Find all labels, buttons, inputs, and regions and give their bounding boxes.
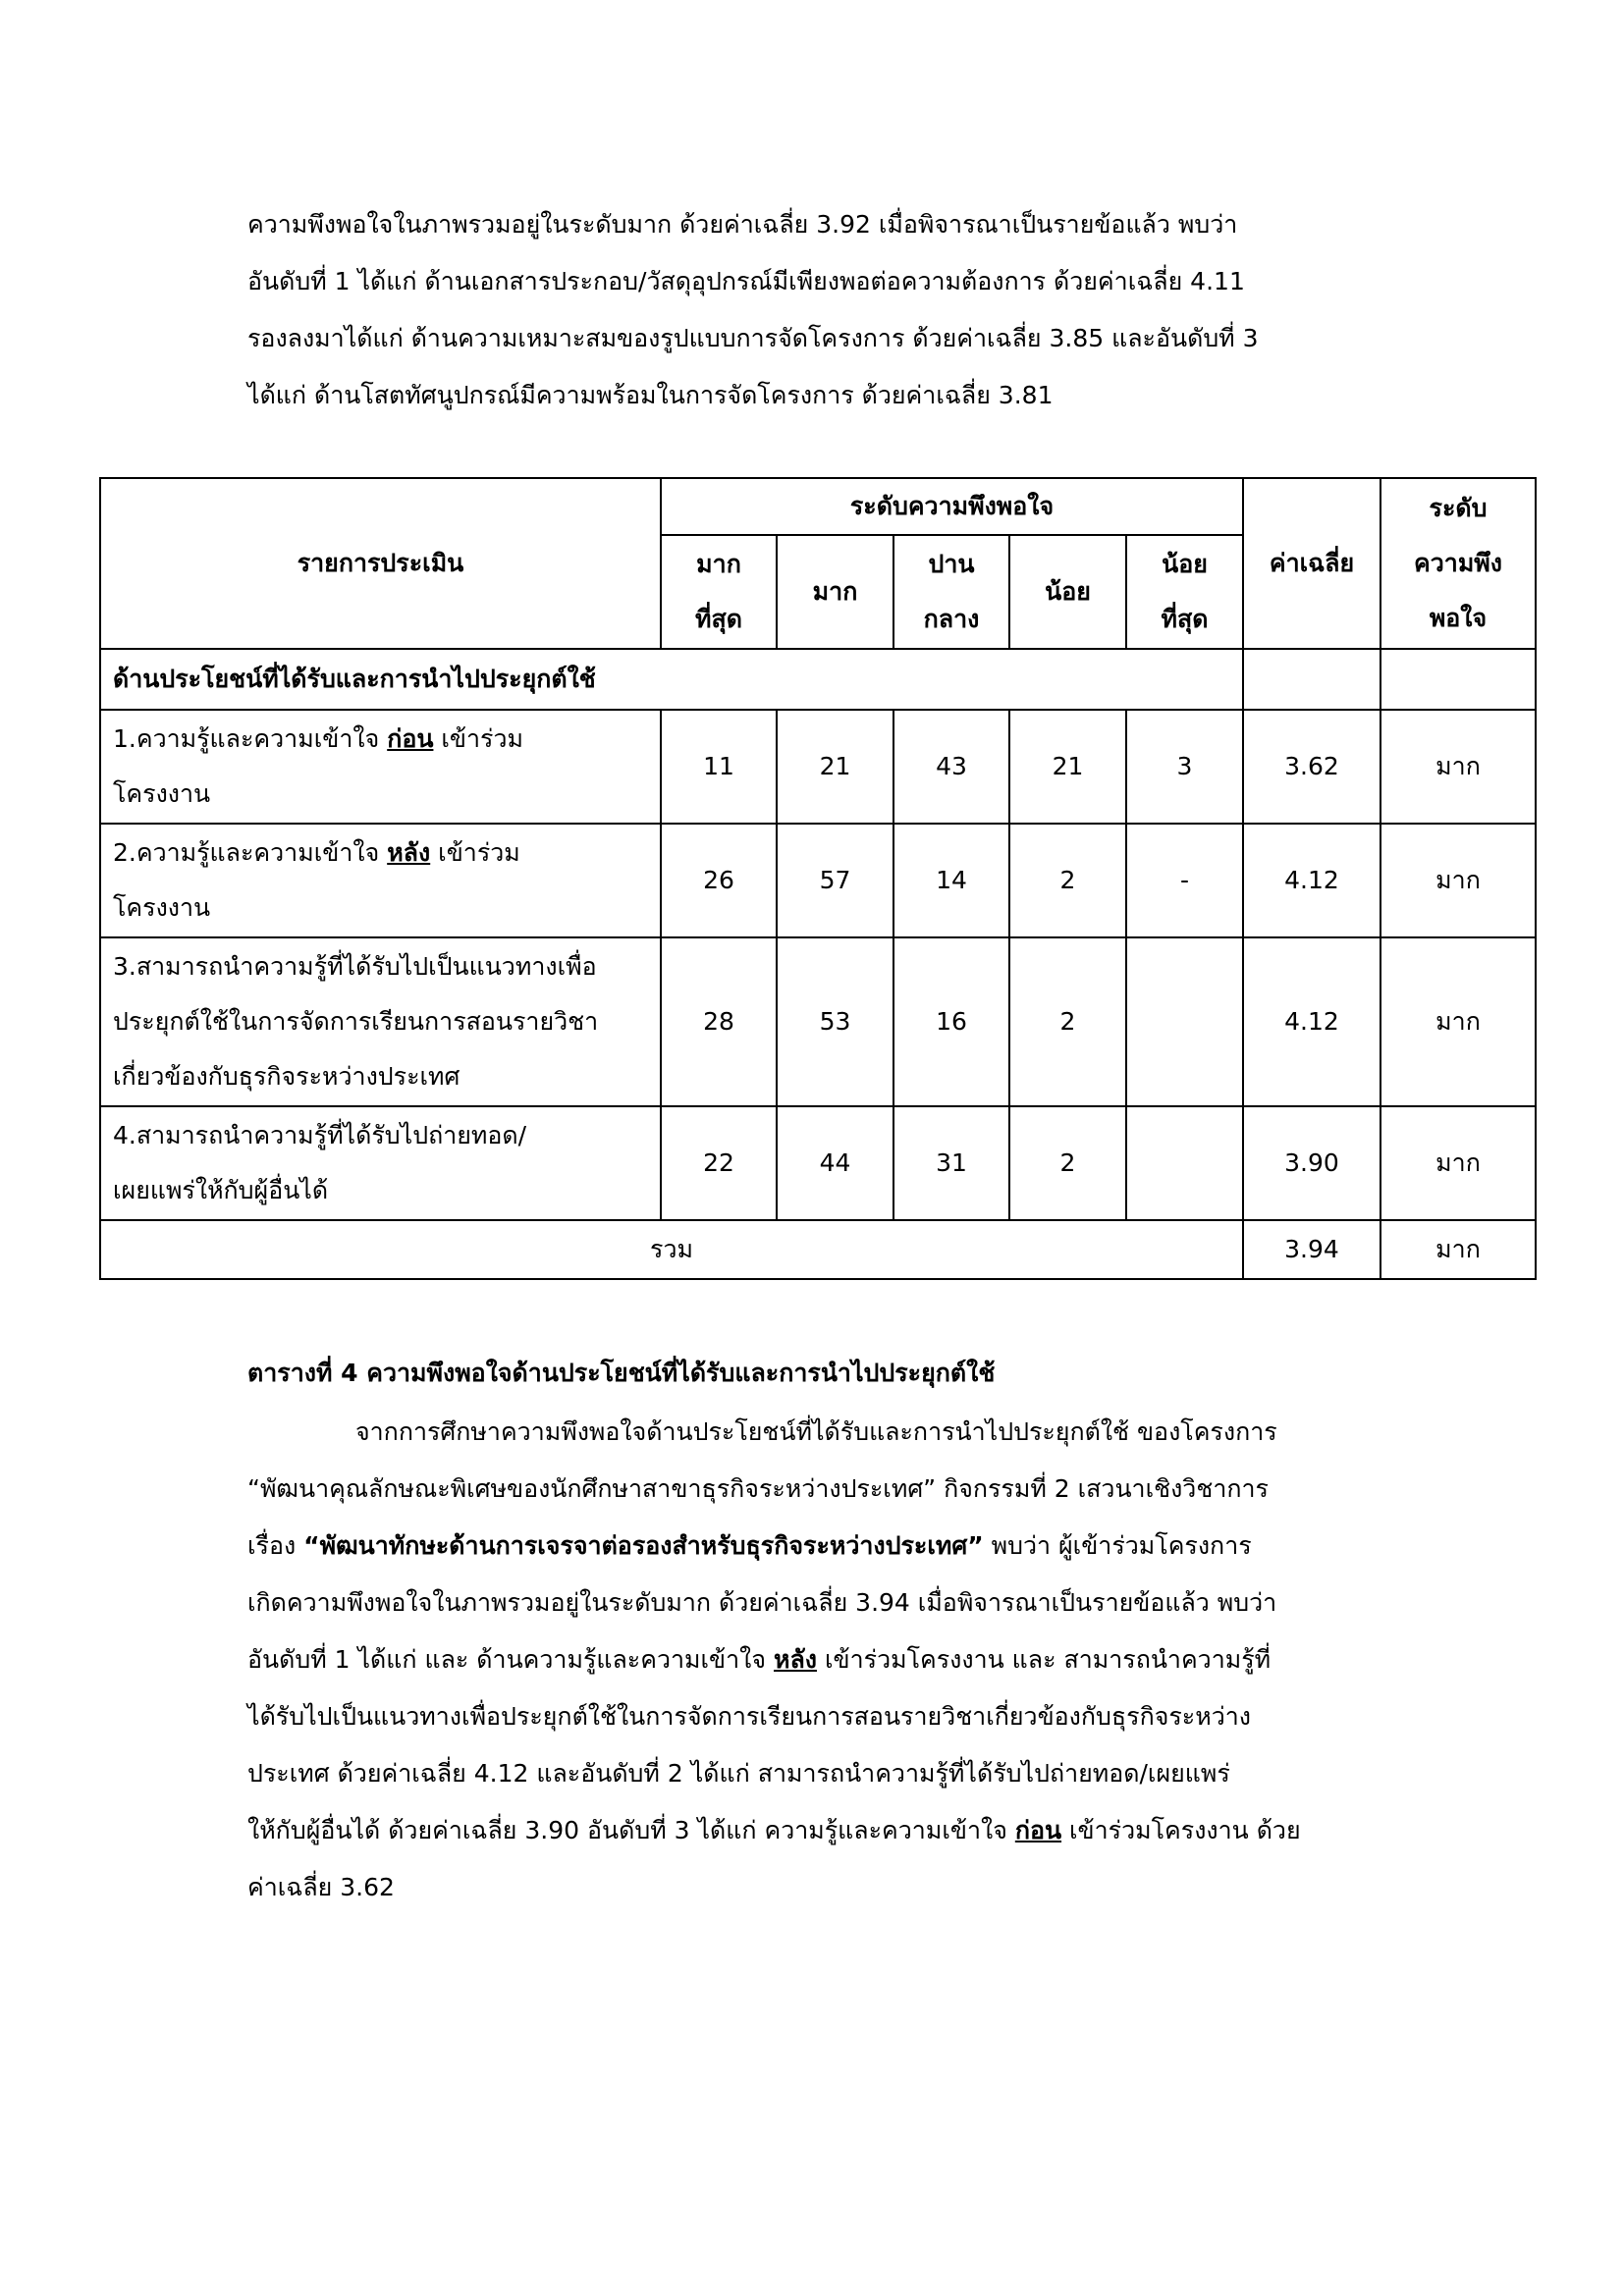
cell-high: 44 bbox=[777, 1106, 893, 1220]
cell-high: 21 bbox=[777, 710, 893, 824]
header-level-low: น้อย bbox=[1009, 535, 1126, 649]
cell-medium: 14 bbox=[893, 824, 1009, 937]
cell-mean: 3.62 bbox=[1243, 710, 1380, 824]
cell-medium: 43 bbox=[893, 710, 1009, 824]
header-level-medium: ปาน กลาง bbox=[893, 535, 1009, 649]
cell-low: 2 bbox=[1009, 824, 1126, 937]
cell-low: 2 bbox=[1009, 1106, 1126, 1220]
table-caption: ตารางที่ 4 ความพึงพอใจด้านประโยชน์ที่ได้รับและการนำไปประยุกต์ใช้ bbox=[247, 1359, 996, 1387]
emphasis-after: หลัง bbox=[774, 1645, 818, 1674]
section-empty-cell bbox=[1243, 649, 1380, 710]
cell-mean: 4.12 bbox=[1243, 824, 1380, 937]
table-header-row bbox=[100, 478, 1536, 535]
section-title: ด้านประโยชน์ที่ได้รับและการนำไปประยุกต์ใช้ bbox=[100, 649, 1243, 710]
cell-medium: 16 bbox=[893, 937, 1009, 1106]
emphasis-before: ก่อน bbox=[1014, 1816, 1062, 1844]
cell-low: 21 bbox=[1009, 710, 1126, 824]
cell-least: - bbox=[1126, 824, 1243, 937]
cell-medium: 31 bbox=[893, 1106, 1009, 1220]
cell-most: 28 bbox=[661, 937, 777, 1106]
intro-line: ความพึงพอใจในภาพรวมอยู่ในระดับมาก ด้วยค่าเฉลี่ย 3.92 เมื่อพิจารณาเป็นรายข้อแล้ว พบว่า bbox=[247, 210, 1238, 239]
header-satisfaction-column: ระดับ ความพึง พอใจ bbox=[1380, 478, 1536, 649]
row-item-label: 2.ความรู้และความเข้าใจ หลัง เข้าร่วม โครงงาน bbox=[100, 824, 661, 937]
row-item-label: 4.สามารถนำความรู้ที่ได้รับไปถ่ายทอด/ เผยแพร่ให้กับผู้อื่นได้ bbox=[100, 1106, 661, 1220]
cell-least: 3 bbox=[1126, 710, 1243, 824]
header-level-most: มาก ที่สุด bbox=[661, 535, 777, 649]
body-paragraph bbox=[247, 1404, 1386, 1916]
intro-line: ได้แก่ ด้านโสตทัศนูปกรณ์มีความพร้อมในการจัดโครงการ ด้วยค่าเฉลี่ย 3.81 bbox=[247, 381, 1054, 409]
body-line: “พัฒนาคุณลักษณะพิเศษของนักศึกษาสาขาธุรกิจระหว่างประเทศ” กิจกรรมที่ 2 เสวนาเชิงวิชาการ bbox=[247, 1474, 1269, 1503]
header-level-least: น้อย ที่สุด bbox=[1126, 535, 1243, 649]
total-label: รวม bbox=[100, 1220, 1243, 1279]
table-row bbox=[100, 710, 1536, 824]
body-line: จากการศึกษาความพึงพอใจด้านประโยชน์ที่ได้รับและการนำไปประยุกต์ใช้ ของโครงการ bbox=[355, 1417, 1277, 1446]
emphasis-after: หลัง bbox=[387, 838, 431, 867]
body-line: ให้กับผู้อื่นได้ ด้วยค่าเฉลี่ย 3.90 อันดับที่ 3 ได้แก่ ความรู้และความเข้าใจ ก่อน เข้าร่วมโครงงาน ด้วย bbox=[247, 1816, 1301, 1844]
body-line: อันดับที่ 1 ได้แก่ และ ด้านความรู้และความเข้าใจ หลัง เข้าร่วมโครงงาน และ สามารถนำความรู้ที่ bbox=[247, 1645, 1272, 1674]
section-empty-cell bbox=[1380, 649, 1536, 710]
cell-mean: 3.90 bbox=[1243, 1106, 1380, 1220]
cell-level: มาก bbox=[1380, 824, 1536, 937]
intro-line: รองลงมาได้แก่ ด้านความเหมาะสมของรูปแบบการจัดโครงการ ด้วยค่าเฉลี่ย 3.85 และอันดับที่ 3 bbox=[247, 324, 1259, 352]
cell-high: 53 bbox=[777, 937, 893, 1106]
section-row bbox=[100, 649, 1536, 710]
total-level: มาก bbox=[1380, 1220, 1536, 1279]
cell-least bbox=[1126, 937, 1243, 1106]
table-row bbox=[100, 824, 1536, 937]
body-line: ค่าเฉลี่ย 3.62 bbox=[247, 1873, 395, 1901]
header-level-group: ระดับความพึงพอใจ bbox=[661, 478, 1243, 535]
cell-most: 11 bbox=[661, 710, 777, 824]
body-line: เกิดความพึงพอใจในภาพรวมอยู่ในระดับมาก ด้วยค่าเฉลี่ย 3.94 เมื่อพิจารณาเป็นรายข้อแล้ว พบว่า bbox=[247, 1588, 1277, 1617]
row-item-label: 3.สามารถนำความรู้ที่ได้รับไปเป็นแนวทางเพื่อ ประยุกต์ใช้ในการจัดการเรียนการสอนรายวิชา เกี่ยวข้องกับธุรกิจระหว่างประเทศ bbox=[100, 937, 661, 1106]
header-item-column: รายการประเมิน bbox=[100, 478, 661, 649]
project-title-bold: “พัฒนาทักษะด้านการเจรจาต่อรองสำหรับธุรกิจระหว่างประเทศ” bbox=[303, 1531, 984, 1560]
body-line: เรื่อง “พัฒนาทักษะด้านการเจรจาต่อรองสำหรับธุรกิจระหว่างประเทศ” พบว่า ผู้เข้าร่วมโครงการ bbox=[247, 1531, 1252, 1560]
table-row bbox=[100, 1106, 1536, 1220]
satisfaction-table bbox=[99, 477, 1537, 1280]
cell-most: 26 bbox=[661, 824, 777, 937]
total-row bbox=[100, 1220, 1536, 1279]
body-line: ได้รับไปเป็นแนวทางเพื่อประยุกต์ใช้ในการจัดการเรียนการสอนรายวิชาเกี่ยวข้องกับธุรกิจระหว่าง bbox=[247, 1702, 1251, 1731]
cell-level: มาก bbox=[1380, 937, 1536, 1106]
emphasis-before: ก่อน bbox=[387, 724, 434, 753]
table-row bbox=[100, 937, 1536, 1106]
intro-paragraph bbox=[247, 196, 1386, 424]
body-line: ประเทศ ด้วยค่าเฉลี่ย 4.12 และอันดับที่ 2 ได้แก่ สามารถนำความรู้ที่ได้รับไปถ่ายทอด/เผยแพร่ bbox=[247, 1759, 1230, 1788]
intro-line: อันดับที่ 1 ได้แก่ ด้านเอกสารประกอบ/วัสดุอุปกรณ์มีเพียงพอต่อความต้องการ ด้วยค่าเฉลี่ย 4.11 bbox=[247, 267, 1245, 295]
row-item-label: 1.ความรู้และความเข้าใจ ก่อน เข้าร่วม โครงงาน bbox=[100, 710, 661, 824]
header-level-high: มาก bbox=[777, 535, 893, 649]
cell-level: มาก bbox=[1380, 1106, 1536, 1220]
cell-level: มาก bbox=[1380, 710, 1536, 824]
cell-high: 57 bbox=[777, 824, 893, 937]
cell-mean: 4.12 bbox=[1243, 937, 1380, 1106]
header-mean-column: ค่าเฉลี่ย bbox=[1243, 478, 1380, 649]
total-mean: 3.94 bbox=[1243, 1220, 1380, 1279]
cell-most: 22 bbox=[661, 1106, 777, 1220]
cell-low: 2 bbox=[1009, 937, 1126, 1106]
cell-least bbox=[1126, 1106, 1243, 1220]
